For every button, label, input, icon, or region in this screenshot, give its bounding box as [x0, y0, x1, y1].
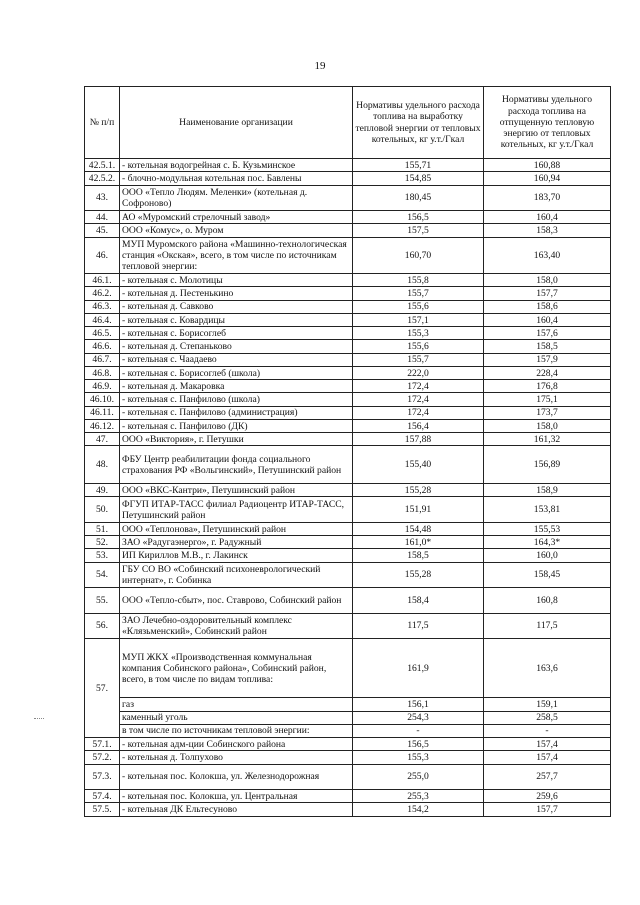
norm-supplied-value: 164,3*: [484, 536, 611, 549]
norm-output-value: 156,1: [353, 698, 484, 711]
row-number: 46.4.: [85, 313, 120, 326]
norm-supplied-value: 257,7: [484, 764, 611, 790]
norm-output-value: 161,0*: [353, 536, 484, 549]
table-row: [85, 159, 611, 172]
norm-supplied-value: 160,4: [484, 211, 611, 224]
norm-supplied-value: 160,88: [484, 159, 611, 172]
table-row: [85, 562, 611, 588]
table-row: [85, 211, 611, 224]
organization-name: газ: [120, 698, 353, 711]
norm-supplied-value: 156,89: [484, 446, 611, 484]
norm-supplied-value: 176,8: [484, 380, 611, 393]
table-row: [85, 549, 611, 562]
table-row: [85, 764, 611, 790]
table-row: [85, 433, 611, 446]
organization-name: ООО «Теплонова», Петушинский район: [120, 522, 353, 535]
table-row: [85, 172, 611, 185]
row-number: 57.4.: [85, 790, 120, 803]
row-number: 50.: [85, 497, 120, 523]
table-row: [85, 803, 611, 816]
norm-supplied-value: 160,8: [484, 588, 611, 614]
norm-output-value: 161,9: [353, 639, 484, 698]
organization-name: АО «Муромский стрелочный завод»: [120, 211, 353, 224]
norm-supplied-value: 157,7: [484, 287, 611, 300]
organization-name: - котельная с. Борисоглеб: [120, 327, 353, 340]
norm-supplied-value: 157,4: [484, 751, 611, 764]
norm-supplied-value: 173,7: [484, 406, 611, 419]
row-number: 46.5.: [85, 327, 120, 340]
organization-name: МУП Муромского района «Машинно-технологическая станция «Окская», всего, в том числе по источникам тепловой энергии:: [120, 237, 353, 274]
norm-output-value: 157,88: [353, 433, 484, 446]
organization-name: в том числе по источникам тепловой энергии:: [120, 724, 353, 737]
table-header-row: [85, 87, 611, 159]
row-number: 54.: [85, 562, 120, 588]
norm-supplied-value: 158,3: [484, 224, 611, 237]
row-number: 57.: [85, 639, 120, 738]
norm-output-value: 155,7: [353, 287, 484, 300]
norm-output-value: 156,4: [353, 419, 484, 432]
organization-name: - котельная д. Макаровка: [120, 380, 353, 393]
organization-name: ООО «Тепло Людям. Меленки» (котельная д. Софроново): [120, 185, 353, 211]
row-number: 46.8.: [85, 366, 120, 379]
row-number: 42.5.1.: [85, 159, 120, 172]
norm-output-value: 155,6: [353, 300, 484, 313]
norm-output-value: 155,40: [353, 446, 484, 484]
row-number: 46.7.: [85, 353, 120, 366]
row-number: 46.10.: [85, 393, 120, 406]
row-number: 46.12.: [85, 419, 120, 432]
norm-supplied-value: 158,9: [484, 484, 611, 497]
organization-name: - котельная д. Степаньково: [120, 340, 353, 353]
norm-supplied-value: 160,94: [484, 172, 611, 185]
organization-name: ООО «Комус», о. Муром: [120, 224, 353, 237]
organization-name: ЗАО Лечебно-оздоровительный комплекс «Клязьменский», Собинский район: [120, 613, 353, 639]
norm-output-value: 157,1: [353, 313, 484, 326]
table-row: [85, 613, 611, 639]
norm-supplied-value: -: [484, 724, 611, 737]
norm-supplied-value: 155,53: [484, 522, 611, 535]
organization-name: ИП Кириллов М.В., г. Лакинск: [120, 549, 353, 562]
organization-name: - котельная с. Чаадаево: [120, 353, 353, 366]
table-row: [85, 366, 611, 379]
organization-name: - котельная ДК Ельтесуново: [120, 803, 353, 816]
norm-output-value: 255,3: [353, 790, 484, 803]
row-number: 46.3.: [85, 300, 120, 313]
organization-name: - котельная д. Толпухово: [120, 751, 353, 764]
norm-output-value: 155,7: [353, 353, 484, 366]
table-row: [85, 237, 611, 274]
organization-name: - котельная пос. Колокша, ул. Железнодорожная: [120, 764, 353, 790]
header-norm-output: Нормативы удельного расхода топлива на выработку тепловой энергии от тепловых котельных, кг у.т./Гкал: [353, 87, 484, 159]
table-row: [85, 639, 611, 698]
row-number: 46.1.: [85, 274, 120, 287]
header-number: № п/п: [85, 87, 120, 159]
norm-output-value: 158,4: [353, 588, 484, 614]
norm-supplied-value: 258,5: [484, 711, 611, 724]
table-row: [85, 497, 611, 523]
row-number: 44.: [85, 211, 120, 224]
norm-output-value: 154,2: [353, 803, 484, 816]
table-row: [85, 522, 611, 535]
norm-output-value: 155,3: [353, 327, 484, 340]
row-number: 51.: [85, 522, 120, 535]
norm-output-value: 156,5: [353, 211, 484, 224]
row-number: 43.: [85, 185, 120, 211]
table-row: [85, 738, 611, 751]
table-row: [85, 224, 611, 237]
table-row: [85, 724, 611, 737]
row-number: 49.: [85, 484, 120, 497]
organization-name: ООО «Виктория», г. Петушки: [120, 433, 353, 446]
norm-output-value: 155,8: [353, 274, 484, 287]
row-number: 46.9.: [85, 380, 120, 393]
norm-supplied-value: 117,5: [484, 613, 611, 639]
header-norm-supplied: Нормативы удельного расхода топлива на отпущенную тепловую энергию от тепловых котельных, кг у.т./Гкал: [484, 87, 611, 159]
row-number: 57.5.: [85, 803, 120, 816]
row-number: 53.: [85, 549, 120, 562]
organization-name: - котельная с. Панфилово (школа): [120, 393, 353, 406]
table-row: [85, 300, 611, 313]
organization-name: - котельная с. Борисоглеб (школа): [120, 366, 353, 379]
organization-name: ФГУП ИТАР-ТАСС филиал Радиоцентр ИТАР-ТАСС, Петушинский район: [120, 497, 353, 523]
table-row: [85, 353, 611, 366]
row-number: 46.6.: [85, 340, 120, 353]
table-row: [85, 484, 611, 497]
norm-supplied-value: 163,6: [484, 639, 611, 698]
norm-output-value: -: [353, 724, 484, 737]
norm-output-value: 155,71: [353, 159, 484, 172]
norm-output-value: 158,5: [353, 549, 484, 562]
scan-artifact: [34, 718, 44, 725]
row-number: 57.2.: [85, 751, 120, 764]
norm-output-value: 180,45: [353, 185, 484, 211]
norm-supplied-value: 161,32: [484, 433, 611, 446]
norm-supplied-value: 157,6: [484, 327, 611, 340]
norm-output-value: 172,4: [353, 380, 484, 393]
organization-name: ФБУ Центр реабилитации фонда социального страхования РФ «Вольгинский», Петушинский район: [120, 446, 353, 484]
organization-name: - котельная д. Пестенькино: [120, 287, 353, 300]
table-row: [85, 340, 611, 353]
norm-supplied-value: 157,9: [484, 353, 611, 366]
norm-output-value: 222,0: [353, 366, 484, 379]
norm-output-value: 156,5: [353, 738, 484, 751]
row-number: 46.: [85, 237, 120, 274]
norm-supplied-value: 158,0: [484, 419, 611, 432]
table-row: [85, 313, 611, 326]
norm-supplied-value: 163,40: [484, 237, 611, 274]
organization-name: - котельная пос. Колокша, ул. Центральная: [120, 790, 353, 803]
norm-output-value: 254,3: [353, 711, 484, 724]
organization-name: ООО «Тепло-сбыт», пос. Ставрово, Собинский район: [120, 588, 353, 614]
organization-name: - котельная адм-ции Собинского района: [120, 738, 353, 751]
row-number: 42.5.2.: [85, 172, 120, 185]
norm-output-value: 155,6: [353, 340, 484, 353]
row-number: 55.: [85, 588, 120, 614]
table-row: [85, 287, 611, 300]
norm-supplied-value: 158,0: [484, 274, 611, 287]
header-organization-name: Наименование организации: [120, 87, 353, 159]
table-row: [85, 536, 611, 549]
norm-supplied-value: 160,0: [484, 549, 611, 562]
organization-name: - котельная с. Ковардицы: [120, 313, 353, 326]
row-number: 46.11.: [85, 406, 120, 419]
row-number: 57.1.: [85, 738, 120, 751]
norm-output-value: 172,4: [353, 393, 484, 406]
row-number: 46.2.: [85, 287, 120, 300]
organization-name: - котельная д. Савково: [120, 300, 353, 313]
row-number: 52.: [85, 536, 120, 549]
norm-supplied-value: 228,4: [484, 366, 611, 379]
norm-output-value: 155,3: [353, 751, 484, 764]
organization-name: - котельная с. Молотицы: [120, 274, 353, 287]
norm-output-value: 151,91: [353, 497, 484, 523]
norm-output-value: 155,28: [353, 484, 484, 497]
norm-output-value: 154,48: [353, 522, 484, 535]
norm-output-value: 117,5: [353, 613, 484, 639]
row-number: 47.: [85, 433, 120, 446]
norm-output-value: 255,0: [353, 764, 484, 790]
table-row: [85, 446, 611, 484]
table-body: [85, 159, 611, 817]
organization-name: - котельная с. Панфилово (администрация): [120, 406, 353, 419]
norm-supplied-value: 157,4: [484, 738, 611, 751]
norm-supplied-value: 153,81: [484, 497, 611, 523]
table-row: [85, 711, 611, 724]
norm-supplied-value: 157,7: [484, 803, 611, 816]
organization-name: ГБУ СО ВО «Собинский психоневрологический интернат», г. Собинка: [120, 562, 353, 588]
norm-supplied-value: 175,1: [484, 393, 611, 406]
organization-name: - блочно-модульная котельная пос. Бавлены: [120, 172, 353, 185]
table-row: [85, 751, 611, 764]
norm-output-value: 155,28: [353, 562, 484, 588]
organization-name: - котельная с. Панфилово (ДК): [120, 419, 353, 432]
fuel-norms-table: [84, 86, 611, 817]
page-number: 19: [314, 60, 326, 72]
norm-supplied-value: 160,4: [484, 313, 611, 326]
norm-supplied-value: 158,45: [484, 562, 611, 588]
organization-name: каменный уголь: [120, 711, 353, 724]
organization-name: ООО «ВКС-Кантри», Петушинский район: [120, 484, 353, 497]
norm-supplied-value: 158,6: [484, 300, 611, 313]
norm-output-value: 154,85: [353, 172, 484, 185]
organization-name: ЗАО «Радугаэнерго», г. Радужный: [120, 536, 353, 549]
organization-name: - котельная водогрейная с. Б. Кузьминское: [120, 159, 353, 172]
organization-name: МУП ЖКХ «Производственная коммунальная компания Собинского района», Собинский район, всего, в том числе по видам топлива:: [120, 639, 353, 698]
norm-output-value: 172,4: [353, 406, 484, 419]
table-row: [85, 419, 611, 432]
row-number: 48.: [85, 446, 120, 484]
row-number: 57.3.: [85, 764, 120, 790]
table-row: [85, 698, 611, 711]
table-row: [85, 327, 611, 340]
table-row: [85, 406, 611, 419]
table-row: [85, 185, 611, 211]
norm-supplied-value: 183,70: [484, 185, 611, 211]
table-row: [85, 274, 611, 287]
row-number: 45.: [85, 224, 120, 237]
table-row: [85, 380, 611, 393]
table-row: [85, 790, 611, 803]
norm-supplied-value: 159,1: [484, 698, 611, 711]
norm-output-value: 157,5: [353, 224, 484, 237]
row-number: 56.: [85, 613, 120, 639]
norm-output-value: 160,70: [353, 237, 484, 274]
norm-supplied-value: 158,5: [484, 340, 611, 353]
table-row: [85, 588, 611, 614]
table-row: [85, 393, 611, 406]
norm-supplied-value: 259,6: [484, 790, 611, 803]
